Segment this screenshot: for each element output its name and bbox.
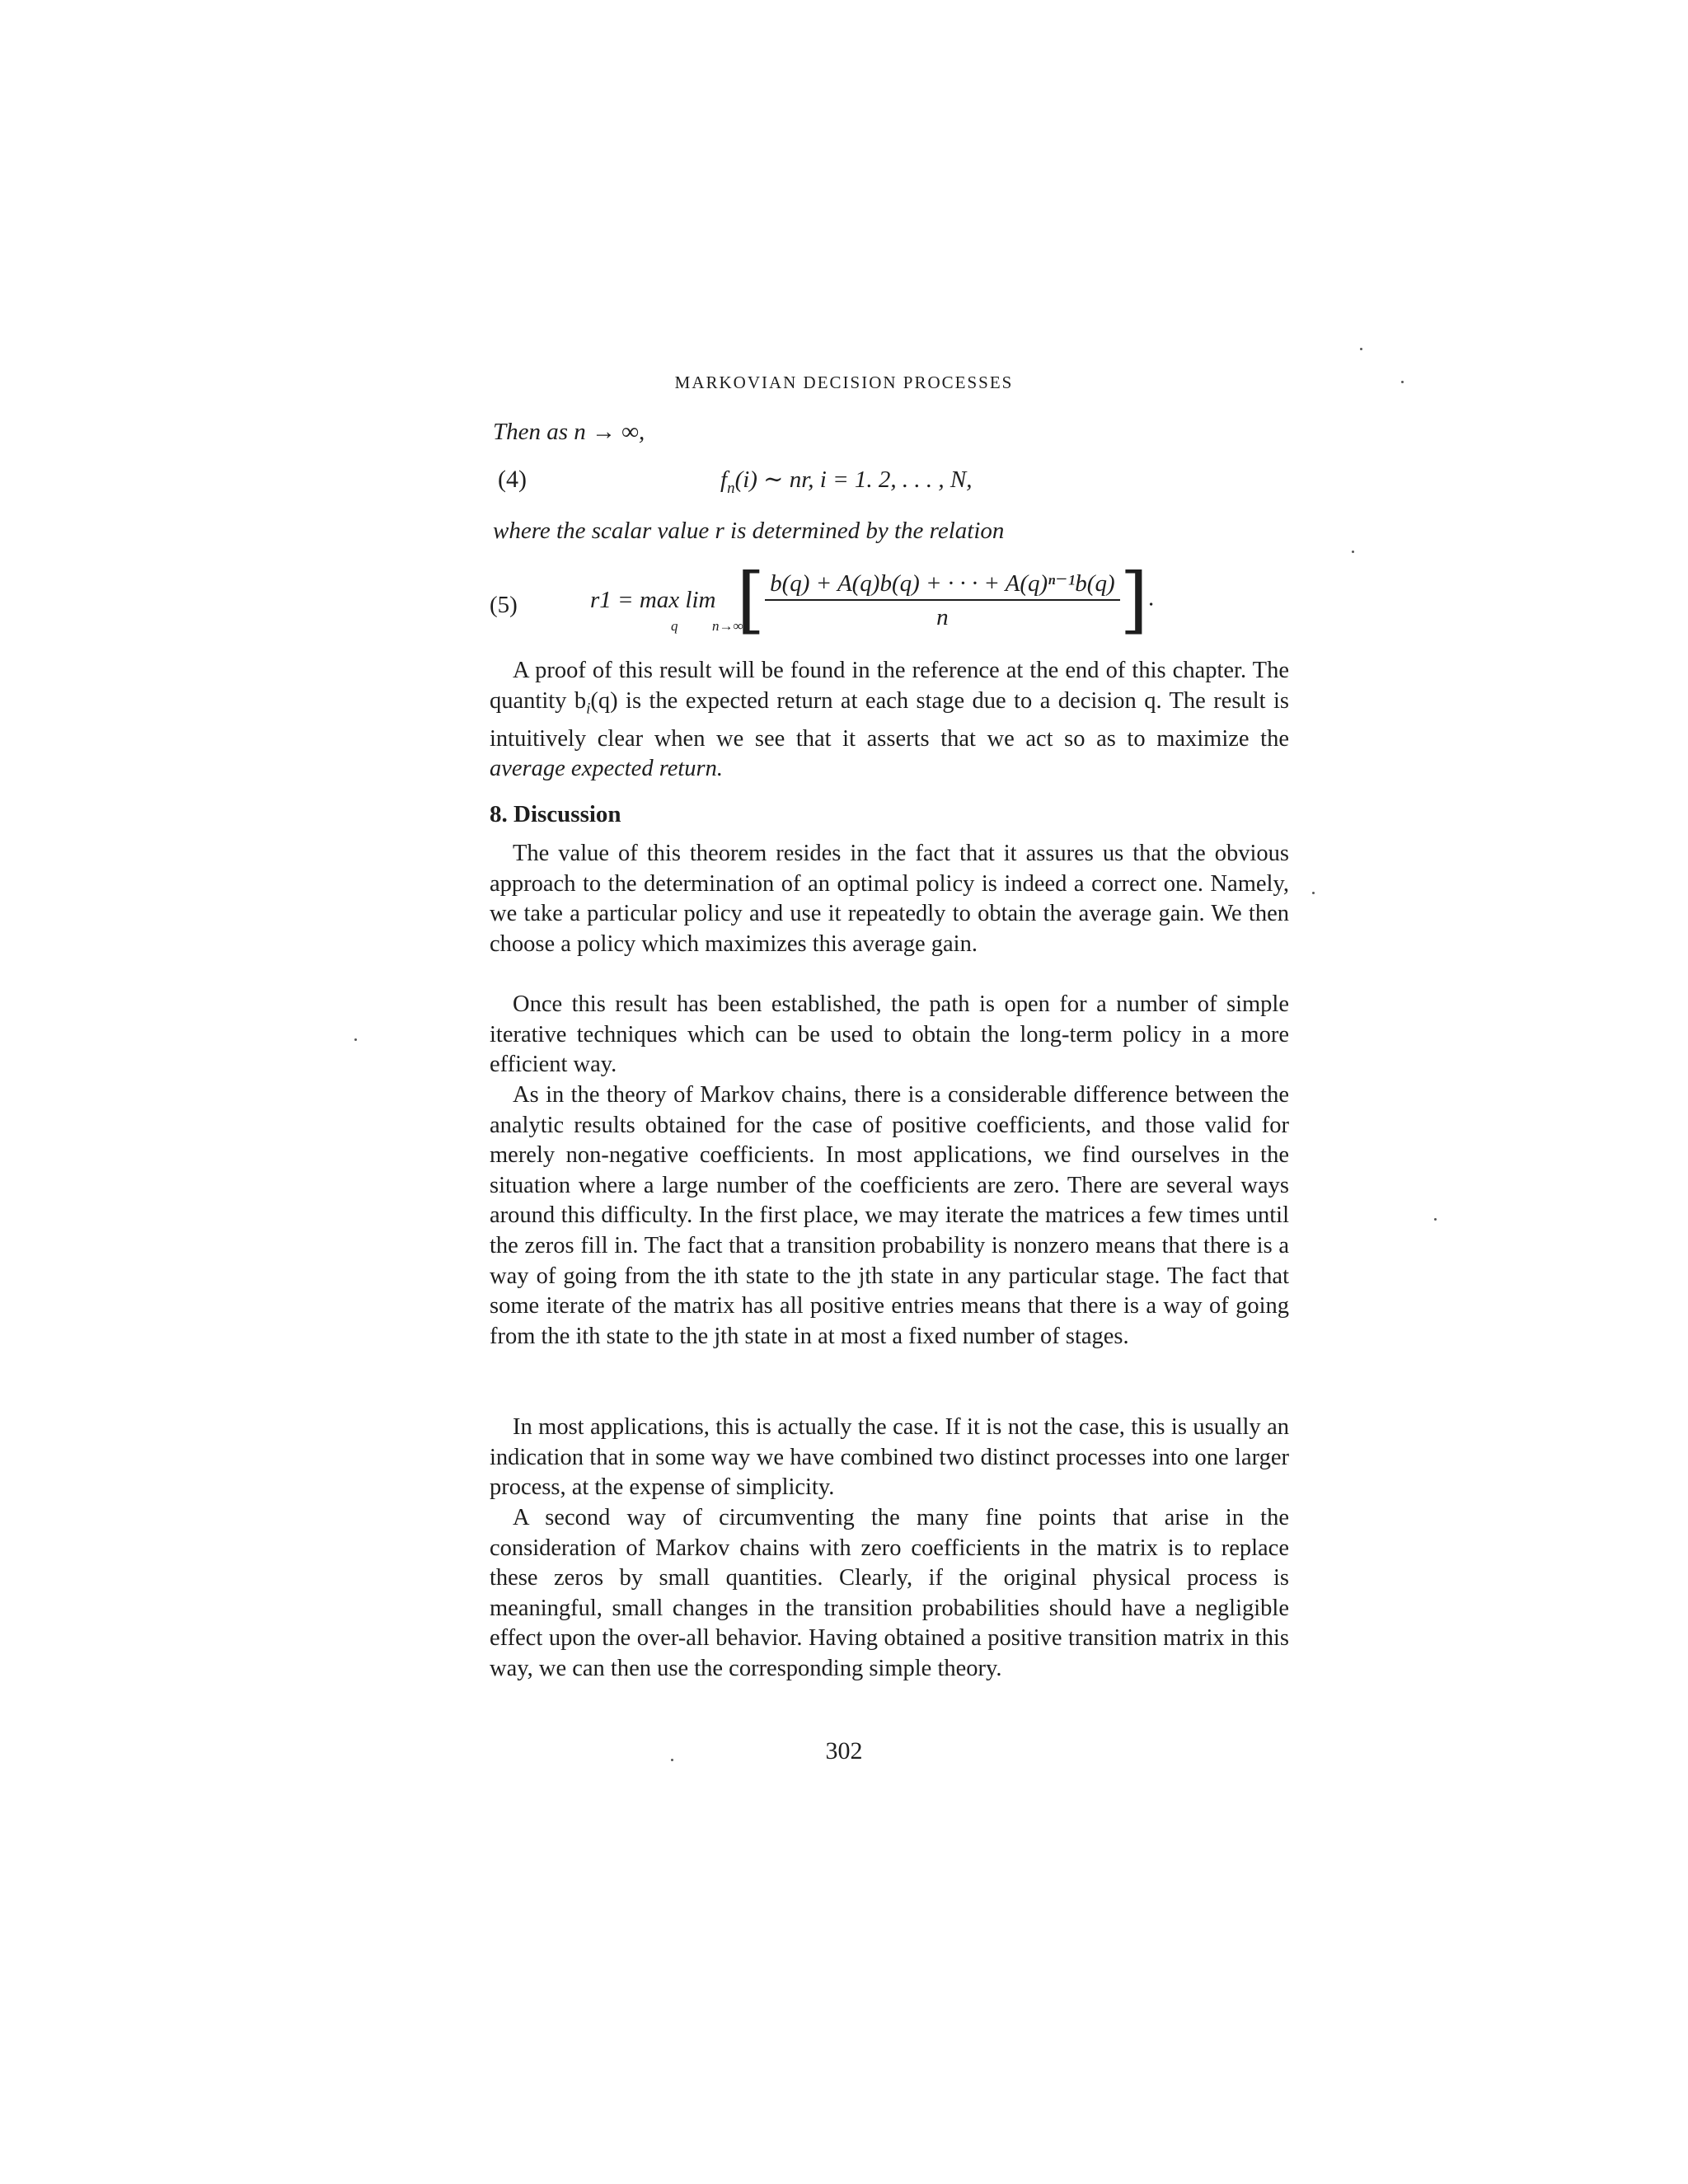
- equation-5-numerator: b(q) + A(q)b(q) + · · · + A(q)ⁿ⁻¹b(q): [765, 569, 1120, 601]
- paragraph-theorem-value: The value of this theorem resides in the fact that it assures us that the obvious approach to the determination of an optimal policy is indeed a correct one. Namely, we take a particular policy and use it repeatedly to obtain the average gain. We then choose a policy which maximizes this average gain.: [490, 841, 1289, 957]
- running-header: MARKOVIAN DECISION PROCESSES: [674, 373, 1014, 392]
- equation-4-body: [720, 465, 973, 504]
- right-bracket: ]: [1119, 557, 1148, 642]
- equation-5-sub-lim: n→∞: [712, 617, 743, 634]
- equation-5-number: (5): [490, 592, 518, 618]
- relation-line: where the scalar value r is determined by the relation: [493, 518, 1005, 544]
- equation-5-sub-max: q: [671, 617, 678, 634]
- equation-5-denominator: n: [936, 604, 949, 630]
- scan-speck: [1434, 1218, 1437, 1221]
- scan-speck: [1360, 348, 1362, 350]
- paragraph-proof: [490, 656, 1289, 785]
- equation-4-lhs-sub: n: [727, 479, 735, 497]
- paragraph-proof-text-1: A proof of this result will be found in the reference at the end of this chapter. The quantity b: [490, 658, 1289, 714]
- equation-5-period: .: [1147, 584, 1155, 612]
- paragraph-iterative: Once this result has been established, the path is open for a number of simple iterative techniques which can be used to obtain the long-term policy in a more efficient way.: [490, 991, 1289, 1078]
- equation-5-fraction: [765, 569, 1120, 631]
- paragraph-proof-sub: i: [586, 700, 591, 718]
- paragraph-second-way: A second way of circumventing the many fine points that arise in the consideration of Markov chains with zero coefficients in the matrix is to replace these zeros by small quantities. Clearly, if the original physical process is meaningful, small changes in the transition probabilities should have a negligible effect upon the over-all behavior. Having obtained a positive transition matrix in this way, we can then use the corresponding simple theory.: [490, 1505, 1289, 1681]
- left-bracket: [: [736, 557, 766, 642]
- equation-5-lhs: r1 = max lim: [590, 586, 716, 613]
- paragraph-markov-chains: As in the theory of Markov chains, there is a considerable difference between the analytic results obtained for the case of positive coefficients, and those valid for merely non-negative coefficients. In most applications, we find ourselves in the situation where a large number of the coefficients are zero. There are several ways around this difficulty. In the first place, we may iterate the matrices a few times until the zeros fill in. The fact that a transition probability is nonzero means that there is a way of going from the ith state to the jth state in any particular stage. The fact that some iterate of the matrix has all positive entries means that there is a way of going from the ith state to the jth state in at most a fixed number of stages.: [490, 1082, 1289, 1349]
- scan-speck: [1352, 551, 1354, 553]
- paragraph-proof-emphasis: average expected return.: [490, 756, 724, 782]
- paragraph-applications: In most applications, this is actually the case. If it is not the case, this is usually an indication that in some way we have combined two distinct processes into one larger process, at the expense of simplicity.: [490, 1414, 1289, 1501]
- section-heading: 8. Discussion: [490, 801, 621, 827]
- page-number: 302: [825, 1737, 863, 1765]
- scan-speck: [354, 1038, 357, 1041]
- equation-4-lhs: f: [720, 466, 728, 493]
- equation-4-number: (4): [498, 466, 527, 493]
- equation-4-rhs: (i) ∼ nr, i = 1. 2, . . . , N,: [734, 466, 973, 493]
- scan-speck: [1312, 892, 1315, 894]
- paragraph-proof-text-2: (q) is the expected return at each stage due to a decision q. The result is intuitively clear when we see that it asserts that we act so as to maximize the: [490, 687, 1290, 752]
- scan-speck: [1401, 381, 1404, 383]
- intro-line: Then as n → ∞,: [493, 419, 645, 445]
- scan-speck: [671, 1759, 673, 1761]
- equation-5-lhs-group: [590, 586, 743, 634]
- equation-4: [498, 465, 527, 494]
- equation-5: [590, 557, 1155, 642]
